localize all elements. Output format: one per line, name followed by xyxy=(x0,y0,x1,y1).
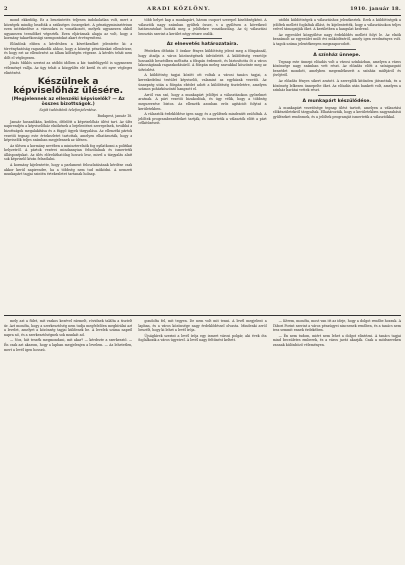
feuilleton-column-3 xyxy=(273,319,401,559)
article-text: Jónás Miklós szerint az utóbbi időben a kir. tanfelügyelő is ugyanezen véleményt vallja. Az ügy tehát a közgyűlés elé kerül és ott nyer végleges elintézést. xyxy=(4,61,133,75)
divider xyxy=(318,95,356,96)
story-text: — Én nem tudom, miért nem lehet a dolgot elintézni. A tanács tagjai mind becsületes emberek, és a város javát akarják. Csak a módszereken vannak különböző véleményen. xyxy=(272,333,401,347)
column-2 xyxy=(138,18,266,308)
newspaper-page xyxy=(4,3,401,559)
column-3 xyxy=(273,18,401,308)
article-text: mond ekkeddig. Ez a beszüntetés teljesen indokolatlan volt, mert a községek mindig beadták a szükséges összegeket. A pénzügyminisztérium ezen intézkedése a városokra is vonatkozott, melyek ugyanezen okból ugyanezen teendőket végezték. Ezen eljárásnak alapja az volt, hogy a kormány takarékossági szempontokat akart érvényesíteni. xyxy=(4,18,133,41)
feuilleton-column-1 xyxy=(4,319,132,559)
article-text: A munkapárt vezetősége tegnap ülést tartott, amelyen a választási előkészületekről tárgyaltak. Elhatározták, hogy a kerületekben nagyszabású gyűléseket rendeznek, és a jelöltek programját ismertetik a választókkal. xyxy=(272,105,401,119)
dateline: Budapest, január 18. xyxy=(97,114,133,119)
page-header xyxy=(4,3,401,16)
article-text: A választók érdeklődése igen nagy, és a gyűlések mindenütt zsúfoltak. A jelöltek programbeszédeiket tartják, és ismertetik a választók előtt a párt célkitűzéseit. xyxy=(138,112,267,126)
section-heading: A munkapárt készülődése. xyxy=(302,98,372,104)
article-text: Január huszadikán, kedden, délelőtt a képviselőház ülést tart. Az ülés napirendjén a képviselőház elnökének a bejelentései szerepelnek, továbbá a bizottságok megalakítása és a függő ügyek tárgyalása. Az ellenzéki pártok vezetői tegnap este értekezletet tartottak, amelyen elhatározták, hogy a képviselők teljes számban megjelennek az ülésen. xyxy=(4,119,133,143)
story-text: mely azt a fület, mit vaskos kezével ráemelt, rövidnek találta a tisztelt úr. Azt mondta, hogy a szerkesztőség nem tudja megfelelően megbírálni azt a levelet, amelyet a közönség tagjai küldenek be. A levelek száma napról napra nő, és a szerkesztőségnek sok munkát ad. xyxy=(4,319,133,337)
divider xyxy=(183,38,221,39)
issue-date: 1910. január 18. xyxy=(350,6,401,12)
feuilleton-column-2 xyxy=(138,319,266,559)
article-text: A kormány kijelentette, hogy a parlament feloszlatásának kérdése csak akkor kerül napirendre, ha a többség nem tud működni. A nemzeti munkapárt tagjai szintén értekezletet tartanak holnap. xyxy=(4,163,133,177)
section-heading: A színház ünnepe. xyxy=(313,52,361,58)
story-text: gondolta fel, mit tegyen. De nem volt mit tenni. A levél megjelent a lapban, és a város közönsége nagy érdeklődéssel olvasta. Mindenki arról beszélt, hogy ki lehet a levél írója. xyxy=(138,319,267,333)
article-text: Pénteken délután 5 órakor fényes küldöttség jelent meg a főispánnál, hogy átadja a város közönségének üdvözletét. A küldöttség vezetője hosszabb beszédben méltatta a főispán érdemeit, és biztosította őt a város lakosságának ragaszkodásáról. A főispán meleg szavakkal köszönte meg az üdvözlést. xyxy=(138,49,267,72)
article-text: Előadónk ebben a kérdésben a következőket jelentette ki: a törvényhatóság ragaszkodik ahhoz, hogy a községi pénztárakat ellenőrizze, és hogy ezt az ellenőrzést az állam költségén végezze. A kérdés tehát nem dőlt el véglegesen. xyxy=(4,41,133,60)
article-text: Az ülésen a kormány nevében a miniszterelnök fog nyilatkozni a politikai helyzetről. A pártok vezérei mindannyian felszólalnak és ismertetik álláspontjukat. Az ülés előreláthatólag hosszú lesz, mivel a tárgyalás alatt sok képviselő kíván felszólalni. xyxy=(4,143,133,162)
article-text: A küldöttség tagjai között ott voltak a városi tanács tagjai, a kereskedelmi testület képviselői, valamint az egyházak vezetői. Az ünnepség után a főispán ebédet adott a küldöttség tiszteletére, amelyen számos pohárköszöntő hangzott el. xyxy=(138,73,267,92)
subheadline: (Megjelennek az ellenzéki képviselők? — Az összes bizottságok.) xyxy=(11,97,125,108)
article-text: utóbbi küldöttségek a választáshoz jelentkeztek. Ezek a küldöttségek a jelöltek mellett foglaltak állást, és kijelentették, hogy a választásokon teljes erővel támogatják őket. A kerületben a hangulat kedvező. xyxy=(272,18,401,32)
article-text: Az egyesület közgyűlése nagy érdeklődés mellett folyt le. Az elnök beszámolt az egyesület múlt évi működéséről, amely igen eredményes volt. A tagok száma jelentékenyen megszaporodott. xyxy=(272,32,401,46)
story-text: Újsághírek szerint a levél írója egy ismert városi polgár, aki évek óta foglalkozik a város ügyeivel. A levél nagy feltűnést keltett. xyxy=(138,333,267,343)
divider xyxy=(318,49,356,50)
newspaper-title: ARADI KÖZLÖNY. xyxy=(147,6,211,12)
upper-columns xyxy=(4,18,401,308)
article-text: több helyet kap a munkapárt, három csoport szerepel kisebbségként. A választók nagy számban gyűltek össze, s a gyűlésen a következő határozatokat hozták meg a jelöltekre vonatkozólag. Az új választási beosztás szerint a kerület négy részre oszlik. xyxy=(138,18,267,36)
section-heading: Az elnevetés határozataira. xyxy=(166,42,239,48)
article-text: Arról van szó, hogy a munkapárt jelöltjei a választásokon győzelmet aratnak. A párt vezetői bizakodóak, és úgy vélik, hogy a többség megszerzése biztos. Az ellenzék azonban erős agitációt folytat a kerületekben. xyxy=(138,92,267,111)
source-note: Saját tudósítónk telefonjelentése. xyxy=(39,108,97,113)
page-number: 2 xyxy=(4,6,8,12)
article-text: Tegnap este ünnepi előadás volt a városi színházban, amelyen a város közönsége nagy számban vett részt. Az előadás előtt a színigazgató beszédet mondott, amelyben megemlékezett a színház múltjáról és jövőjéről. xyxy=(272,59,401,78)
feuilleton-section xyxy=(4,315,401,559)
column-1 xyxy=(4,18,132,308)
article-text: Az előadás fényes sikert aratott. A szereplők kitűnően játszottak, és a közönség lelkesen ünnepelte őket. Az előadás után bankett volt, amelyen a színház barátai vettek részt. xyxy=(272,78,401,93)
headline: Készülnek a képviselőház ülésére. xyxy=(13,77,124,97)
story-text: — Nos, hát tessék megmondani, mit akar? — kérdezte a szerkesztő. — Én csak azt akarom, hogy a lapban megjelenjen a levelem. — Az lehetetlen, mert a levél igen hosszú. xyxy=(4,338,133,352)
story-text: — Kérem, mondta, most van itt az ideje, hogy a dolgot rendbe hozzuk. A Tábori Forint szerint a város pénzügyei nincsenek rendben, és a tanács nem tesz semmit ennek érdekében. xyxy=(272,319,401,333)
